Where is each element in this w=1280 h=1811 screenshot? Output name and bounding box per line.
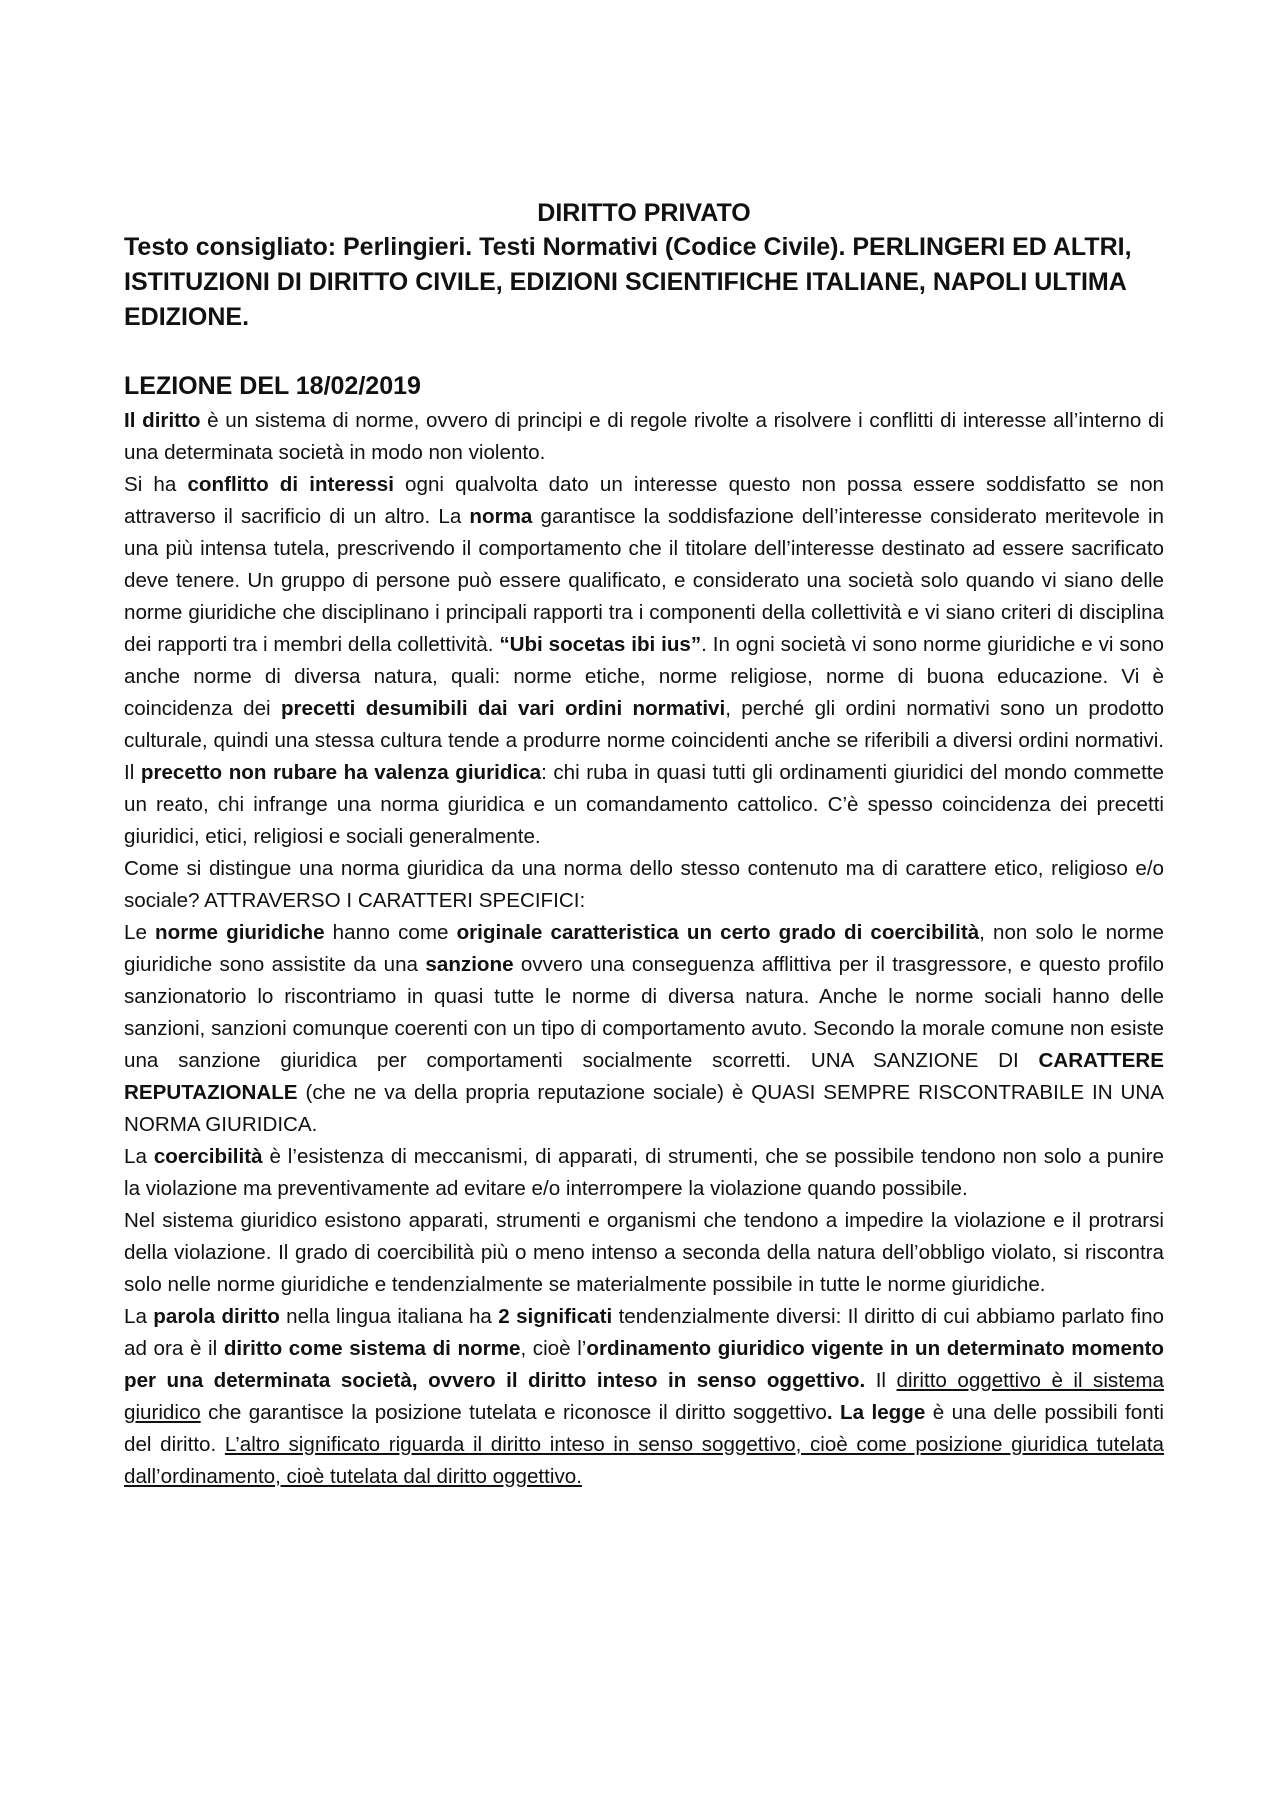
bold-text: sanzione xyxy=(425,953,514,976)
text-run: ogni qualvolta dato un interesse questo non possa essere soddisfatto se non attraverso il sacrificio di un altro. La xyxy=(124,473,1164,528)
underlined-text: diritto oggettivo è il sistema giuridico xyxy=(124,1369,1164,1424)
text-run: : chi ruba in quasi tutti gli ordinamenti giuridici del mondo commette un reato, chi infrange una norma giuridica e un comandamento cattolico. C’è spesso coincidenza dei precetti giuridici, etici, religiosi e sociali generalmente. xyxy=(124,761,1164,848)
text-run: Si ha xyxy=(124,473,188,496)
text-run: Come si distingue una norma giuridica da una norma dello stesso contenuto ma di carattere etico, religioso e/o sociale? ATTRAVERSO I CARATTERI SPECIFICI: xyxy=(124,857,1164,912)
lesson-heading: LEZIONE DEL 18/02/2019 xyxy=(124,372,421,400)
document-subtitle: Testo consigliato: Perlingieri. Testi Normativi (Codice Civile). PERLINGERI ED ALTRI, ISTITUZIONI DI DIRITTO CIVILE, EDIZIONI SCIENTIFICHE ITALIANE, NAPOLI ULTIMA EDIZIONE. xyxy=(124,233,1132,331)
document-title: DIRITTO PRIVATO xyxy=(537,199,751,227)
text-run: hanno come xyxy=(324,921,457,944)
paragraph xyxy=(124,853,1164,917)
paragraph xyxy=(124,917,1164,1141)
bold-text: Il diritto xyxy=(124,409,201,432)
text-run: è una delle possibili fonti del diritto. xyxy=(124,1401,1164,1456)
bold-text: parola diritto xyxy=(153,1305,280,1328)
text-run: , perché gli ordini normativi sono un prodotto culturale, quindi una stessa cultura tende a produrre norme coincidenti anche se riferibili a diversi ordini normativi. Il xyxy=(124,697,1164,784)
bold-text: “Ubi socetas ibi ius” xyxy=(499,633,702,656)
paragraph xyxy=(124,1301,1164,1493)
paragraph xyxy=(124,469,1164,853)
text-run: ovvero una conseguenza afflittiva per il trasgressore, e questo profilo sanzionatorio lo riscontriamo in quasi tutte le norme di diversa natura. Anche le norme sociali hanno delle sanzioni, sanzioni comunque coerenti con un tipo di comportamento avuto. Secondo la morale comune non esiste una sanzione giuridica per comportamenti socialmente scorretti. UNA SANZIONE DI xyxy=(124,953,1164,1072)
bold-text: coercibilità xyxy=(153,1145,263,1168)
bold-text: precetti desumibili dai vari ordini normativi xyxy=(280,697,726,720)
bold-text: precetto non rubare ha valenza giuridica xyxy=(140,761,542,784)
text-run: Il xyxy=(865,1369,897,1392)
text-run: , non solo le norme giuridiche sono assistite da una xyxy=(124,921,1164,976)
text-run: Nel sistema giuridico esistono apparati, strumenti e organismi che tendono a impedire la violazione e il protrarsi della violazione. Il grado di coercibilità più o meno intenso a seconda della natura dell’obbligo violato, si riscontra solo nelle norme giuridiche e tendenzialmente se materialmente possibile in tutte le norme giuridiche. xyxy=(124,1209,1164,1296)
bold-text: norma xyxy=(469,505,533,528)
bold-text: originale caratteristica un certo grado di coercibilità xyxy=(456,921,980,944)
text-run: garantisce la soddisfazione dell’interesse considerato meritevole in una più intensa tutela, prescrivendo il comportamento che il titolare dell’interesse destinato ad essere sacrificato deve tenere. Un gruppo di persone può essere qualificato, e considerato una società solo quando vi siano delle norme giuridiche che disciplinano i principali rapporti tra i componenti della collettività e vi siano criteri di disciplina dei rapporti tra i membri della collettività. xyxy=(124,505,1165,656)
text-run: Le xyxy=(124,921,156,944)
bold-text: 2 significati xyxy=(498,1305,613,1328)
bold-text: CARATTERE REPUTAZIONALE xyxy=(124,1049,1164,1104)
text-run: è l’esistenza di meccanismi, di apparati, di strumenti, che se possibile tendono non solo a punire la violazione ma preventivamente ad evitare e/o interrompere la violazione quando possibile. xyxy=(124,1145,1164,1200)
text-run: , cioè l’ xyxy=(520,1337,587,1360)
text-run: (che ne va della propria reputazione sociale) è QUASI SEMPRE RISCONTRABILE IN UNA NORMA GIURIDICA. xyxy=(124,1081,1164,1136)
text-run: . In ogni società vi sono norme giuridiche e vi sono anche norme di diversa natura, quali: norme etiche, norme religiose, norme di buona educazione. Vi è coincidenza dei xyxy=(124,633,1164,720)
paragraph xyxy=(124,1141,1164,1205)
bold-text: . La xyxy=(826,1401,872,1424)
text-run: La xyxy=(124,1305,154,1328)
text-run: è un sistema di norme, ovvero di principi e di regole rivolte a risolvere i conflitti di interesse all’interno di una determinata società in modo non violento. xyxy=(124,409,1164,464)
document-body xyxy=(124,405,1164,1493)
paragraph xyxy=(124,405,1164,469)
bold-text: conflitto di interessi xyxy=(187,473,394,496)
text-run: nella lingua italiana ha xyxy=(279,1305,499,1328)
text-run: La xyxy=(124,1145,154,1168)
paragraph xyxy=(124,1205,1164,1301)
bold-text: legge xyxy=(871,1401,926,1424)
bold-text: ordinamento giuridico vigente in un determinato momento per una determinata società, ovvero il diritto inteso in senso oggettivo. xyxy=(124,1337,1164,1392)
text-run: tendenzialmente diversi: Il diritto di cui abbiamo parlato fino ad ora è il xyxy=(124,1305,1165,1360)
bold-text: norme giuridiche xyxy=(155,921,325,944)
bold-text: diritto come sistema di norme xyxy=(223,1337,521,1360)
underlined-text: L’altro significato riguarda il diritto inteso in senso soggettivo, cioè come posizione giuridica tutelata dall’ordinamento, cioè tutelata dal diritto oggettivo. xyxy=(124,1433,1164,1488)
text-run: che garantisce la posizione tutelata e riconosce il diritto soggettivo xyxy=(200,1401,827,1424)
document-page xyxy=(124,196,1164,1493)
